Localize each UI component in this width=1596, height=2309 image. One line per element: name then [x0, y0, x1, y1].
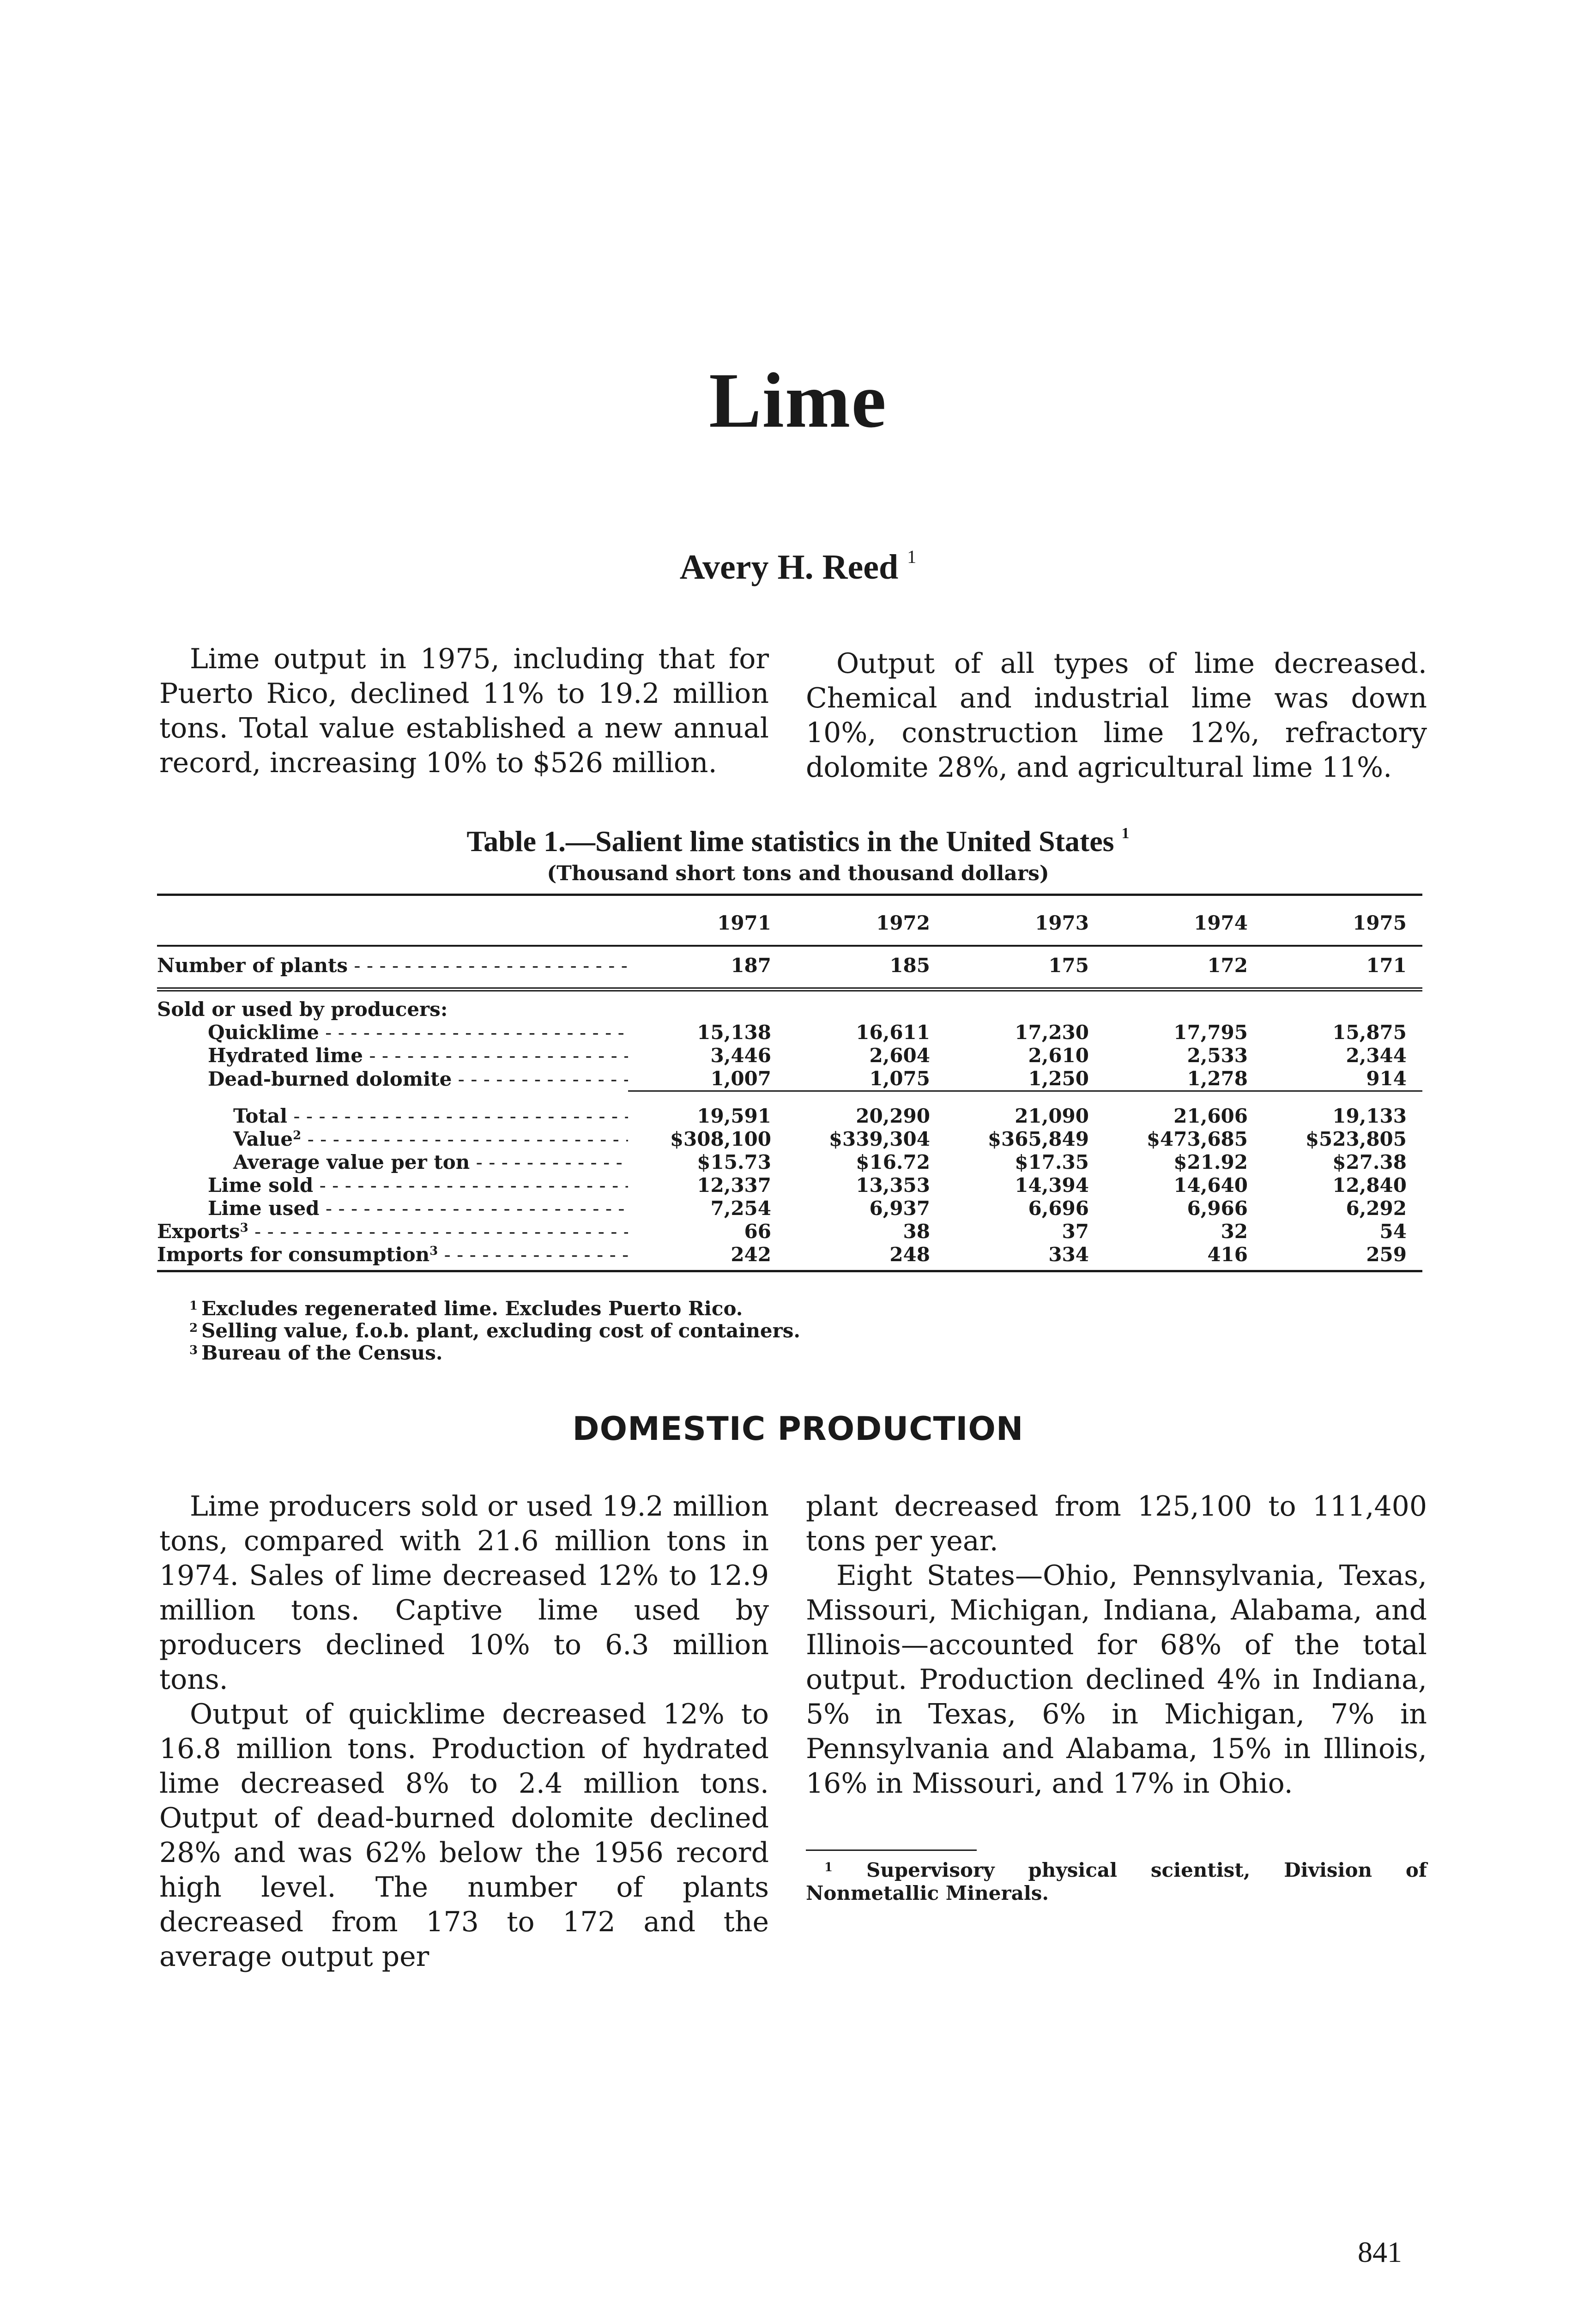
body-paragraph: Eight States—Ohio, Pennsylvania, Texas, Missouri, Michigan, Indiana, Alabama, and Illinois—accounted for 68% of the total output. Production declined 4% in Indiana, 5% in Texas, 6% in Michigan, 7% in Pennsylvania and Alabama, 15% in Illinois, 16% in Missouri, and 17% in Ohio.: [806, 1559, 1427, 1800]
body-paragraph: Output of quicklime decreased 12% to 16.8 million tons. Production of hydrated lime decreased 8% to 2.4 million tons. Output of dead-burned dolomite declined 28% and was 62% below the 1956 record high level. The number of plants decreased from 173 to 172 and the average output per: [159, 1698, 769, 1973]
table-subtitle: (Thousand short tons and thousand dollars): [547, 862, 1049, 885]
footnote-marker: 2: [293, 1129, 302, 1142]
footnote-divider: [806, 1850, 977, 1851]
table-section-row: [157, 990, 1422, 1022]
table-cell: $16.72: [856, 1151, 930, 1173]
table-cell: $365,849: [987, 1128, 1089, 1150]
intro-left-paragraph: Lime output in 1975, including that for Puerto Rico, declined 11% to 19.2 million tons. Total value established a new annual record, increasing 10% to $526 million.: [159, 643, 769, 779]
table-cell: 242: [628, 1243, 787, 1271]
table-footnotes: [189, 1298, 800, 1364]
body-left-column: [159, 1489, 769, 1974]
footnote-text: Supervisory physical scientist, Division of Nonmetallic Minerals.: [806, 1859, 1427, 1904]
table-cell: 171: [1366, 954, 1407, 977]
table-cell: 15,138: [697, 1021, 771, 1044]
table-cell: 172: [1207, 954, 1248, 977]
table-cell: 175: [1048, 954, 1089, 977]
table-row: [157, 1151, 1422, 1174]
table-cell: 2,344: [1346, 1044, 1407, 1067]
table-row: [157, 1021, 1422, 1044]
page-number: 841: [1358, 2236, 1402, 2268]
table-cell: 12,840: [1332, 1174, 1407, 1197]
table-footnote: $^3$ Bureau of the Census.: [189, 1342, 443, 1364]
table-cell: 16,611: [856, 1021, 930, 1044]
table-cell: 248: [787, 1243, 946, 1271]
footnote-marker: 3: [429, 1244, 438, 1258]
table-cell: 2,604: [869, 1044, 930, 1067]
row-label: Average value per ton - - -: [157, 1151, 628, 1174]
table-row: [157, 946, 1422, 990]
row-label: [157, 1243, 628, 1271]
table-cell: 38: [903, 1220, 930, 1243]
table-row: [157, 1044, 1422, 1067]
author-footnote: [806, 1859, 1427, 1905]
footnote-marker: 1: [824, 1861, 833, 1874]
table-cell: $523,805: [1305, 1128, 1407, 1150]
row-label-text: Value: [233, 1128, 293, 1150]
table-header-row: [157, 895, 1422, 946]
table-cell: 12,337: [697, 1174, 771, 1197]
author-footnote-marker: 1: [907, 546, 917, 567]
row-label: Total - - -: [157, 1105, 628, 1128]
table-cell: 6,696: [1028, 1197, 1089, 1220]
table-cell: 19,591: [697, 1105, 771, 1127]
section-heading: DOMESTIC PRODUCTION: [572, 1410, 1024, 1448]
table-cell: 334: [946, 1243, 1105, 1271]
table-row: [157, 1197, 1422, 1220]
author-line: [0, 547, 1596, 587]
table-cell: 1,075: [869, 1067, 930, 1090]
table-cell: 1,250: [1028, 1067, 1089, 1090]
table-cell: 66: [744, 1220, 771, 1243]
table-row: [157, 1128, 1422, 1151]
table-row: [157, 1105, 1422, 1128]
table-row: [157, 1067, 1422, 1091]
footnote-marker: 3: [240, 1221, 248, 1235]
intro-right-column: [806, 647, 1427, 785]
table-cell: $27.38: [1332, 1151, 1407, 1173]
table-cell: 914: [1366, 1067, 1407, 1090]
table-row: [157, 1243, 1422, 1271]
year-header: 1975: [1264, 895, 1422, 946]
table-cell: 185: [889, 954, 930, 977]
table-cell: 21,606: [1173, 1105, 1248, 1127]
table-row: [157, 1174, 1422, 1197]
table-caption: [0, 824, 1596, 858]
table-cell: 15,875: [1332, 1021, 1407, 1044]
table-cell: $308,100: [670, 1128, 771, 1150]
table-cell: $21.92: [1173, 1151, 1248, 1173]
row-label: Number of plants - - -: [157, 946, 628, 990]
table-cell: 187: [731, 954, 771, 977]
table-cell: 37: [1062, 1220, 1089, 1243]
table-cell: 6,966: [1187, 1197, 1248, 1220]
table-cell: 17,230: [1015, 1021, 1089, 1044]
table-cell: 2,610: [1028, 1044, 1089, 1067]
table-cell: 21,090: [1015, 1105, 1089, 1127]
intro-right-paragraph: Output of all types of lime decreased. Chemical and industrial lime was down 10%, construction lime 12%, refractory dolomite 28%, and agricultural lime 11%.: [806, 647, 1427, 784]
row-label: Dead-burned dolomite - - -: [157, 1067, 628, 1091]
table-spacer: [157, 1091, 1422, 1105]
year-header: 1974: [1105, 895, 1264, 946]
section-label: Sold or used by producers:: [157, 990, 628, 1022]
table-cell: 14,640: [1173, 1174, 1248, 1197]
row-label: Lime sold - - -: [157, 1174, 628, 1197]
table-cell: $15.73: [697, 1151, 771, 1173]
header-blank: [157, 895, 628, 946]
row-label: Hydrated lime - - -: [157, 1044, 628, 1067]
table-footnote: $^2$ Selling value, f.o.b. plant, excluding cost of containers.: [189, 1319, 801, 1342]
row-label: Quicklime - - -: [157, 1021, 628, 1044]
table-cell: 1,278: [1187, 1067, 1248, 1090]
table-cell: 259: [1264, 1243, 1422, 1271]
table-caption-marker: 1: [1121, 825, 1130, 842]
table-cell: 7,254: [710, 1197, 771, 1220]
body-right-column: [806, 1489, 1427, 1801]
table-cell: 416: [1105, 1243, 1264, 1271]
year-header: 1971: [628, 895, 787, 946]
table-cell: 6,937: [869, 1197, 930, 1220]
author-name: Avery H. Reed: [679, 548, 899, 586]
year-header: 1972: [787, 895, 946, 946]
table-cell: $17.35: [1015, 1151, 1089, 1173]
year-header: 1973: [946, 895, 1105, 946]
table-cell: 3,446: [710, 1044, 771, 1067]
row-label-text: Exports: [157, 1220, 240, 1243]
table-cell: $339,304: [828, 1128, 930, 1150]
table-cell: 20,290: [856, 1105, 930, 1127]
table-cell: 19,133: [1332, 1105, 1407, 1127]
table-footnote: $^1$ Excludes regenerated lime. Excludes Puerto Rico.: [189, 1297, 743, 1320]
row-label-text: Imports for consumption: [157, 1243, 430, 1266]
row-label: Lime used - - -: [157, 1197, 628, 1220]
page-title: Lime: [709, 357, 887, 444]
table-cell: 17,795: [1173, 1021, 1248, 1044]
table-cell: 32: [1221, 1220, 1248, 1243]
table-cell: 6,292: [1346, 1197, 1407, 1220]
table-row: [157, 1220, 1422, 1243]
body-paragraph: plant decreased from 125,100 to 111,400 tons per year.: [806, 1490, 1427, 1557]
intro-left-column: [159, 642, 769, 780]
row-label: [157, 1128, 628, 1151]
table-caption-text: Table 1.—Salient lime statistics in the United States: [466, 825, 1114, 858]
row-label: [157, 1220, 628, 1243]
table-cell: 14,394: [1015, 1174, 1089, 1197]
table-cell: $473,685: [1146, 1128, 1248, 1150]
table-cell: 54: [1379, 1220, 1407, 1243]
table-cell: 2,533: [1187, 1044, 1248, 1067]
table-cell: 1,007: [710, 1067, 771, 1090]
table-cell: 13,353: [856, 1174, 930, 1197]
body-paragraph: Lime producers sold or used 19.2 million tons, compared with 21.6 million tons in 1974. Sales of lime decreased 12% to 12.9 million tons. Captive lime used by producers declined 10% to 6.3 million tons.: [159, 1490, 769, 1696]
salient-statistics-table: [157, 894, 1422, 1272]
